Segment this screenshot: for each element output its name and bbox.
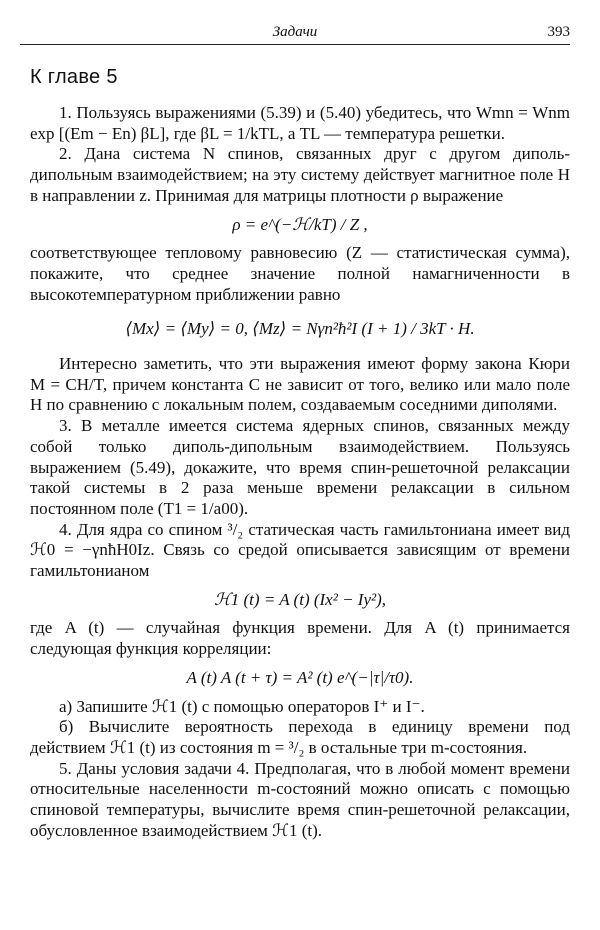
problem-5: 5. Даны условия задачи 4. Предполагая, что в любой момент времени относительные населенности m-состояний можно описать с помощью спиновой температуры, вычислите время спин-решеточной релаксации, обусловленное взаимодействием ℋ1 (t).: [30, 758, 570, 840]
problem-2-intro: 2. Дана система N спинов, связанных друг с другом диполь-дипольным взаимодействием; на эту систему действует магнитное поле H в направлении z. Принимая для матрицы плотности ρ выражение: [30, 144, 570, 205]
problem-4-middle: где A (t) — случайная функция времени. Для A (t) принимается следующая функция корреляции:: [30, 618, 570, 659]
problem-3: 3. В металле имеется система ядерных спинов, связанных между собой только диполь-дипольным взаимодействием. Пользуясь выражением (5.49), докажите, что время спин-решеточной релаксации такой системы в 2 раза меньше времени релаксации в сильном постоянном поле (T1 = 1/a00).: [30, 416, 570, 518]
problem-4-part-b: б) Вычислите вероятность перехода в единицу времени под действием ℋ1 (t) из состояния m = ³/₂ в остальные три m-состояния.: [30, 717, 570, 757]
problem-4-intro: 4. Для ядра со спином ³/₂ статическая часть гамильтониана имеет вид ℋ0 = −γnħH0Iz. Связь со средой описывается зависящим от времени гамильтонианом: [30, 519, 570, 581]
problem-4-part-a: а) Запишите ℋ1 (t) с помощью операторов I⁺ и I⁻.: [59, 696, 425, 716]
correlation-formula: A (t) A (t + τ) = A² (t) e^(−|τ|/τ0).: [186, 667, 414, 687]
problems-body: [30, 103, 570, 842]
magnetization-formula: ⟨Mx⟩ = ⟨My⟩ = 0, ⟨Mz⟩ = Nγn²ħ²I (I + 1) / 3kT · H.: [125, 319, 475, 339]
page-header: [20, 22, 570, 45]
chapter-heading: К главе 5: [30, 66, 118, 88]
running-title: Задачи: [272, 24, 318, 40]
page-number: 393: [547, 24, 570, 40]
problem-2-end: Интересно заметить, что эти выражения имеют форму закона Кюри M = CH/T, причем константа C не зависит от того, велико или мало поле H по сравнению с локальным полем, создаваемым соседними диполями.: [30, 354, 570, 415]
problem-2-middle: соответствующее тепловому равновесию (Z — статистическая сумма), покажите, что среднее значение полной намагниченности в высокотемпературном приближении равно: [30, 243, 570, 304]
hamiltonian-formula: ℋ1 (t) = A (t) (Ix² − Iy²),: [213, 589, 387, 609]
problem-1: 1. Пользуясь выражениями (5.39) и (5.40) убедитесь, что Wmn = Wnm exp [(Em − En) βL], где βL = 1/kTL, а TL — температура решетки.: [30, 103, 570, 143]
density-matrix-formula: ρ = e^(−ℋ/kT) / Z ,: [232, 214, 368, 234]
